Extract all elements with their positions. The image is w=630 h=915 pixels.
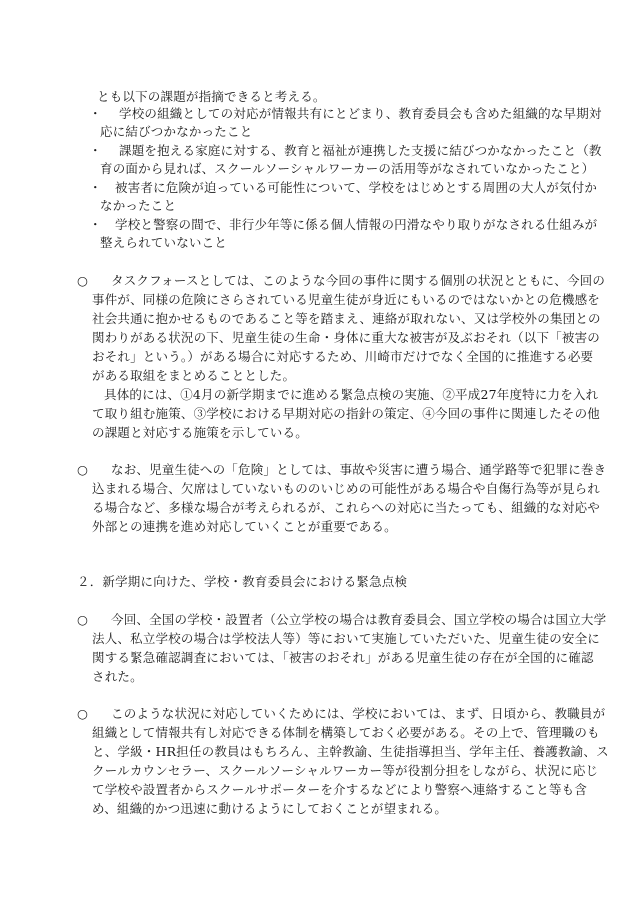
paragraph-line: 関する緊急確認調査においては、「被害のおそれ」がある児童生徒の存在が全国的に確認 — [92, 650, 594, 665]
bullet-marker: ・ — [89, 143, 102, 158]
paragraph-line: クールカウンセラー、スクールソーシャルワーカー等が役割分担をしながら、状況に応じ — [92, 763, 599, 778]
intro-line: とも以下の課題が指摘できると考える。 — [97, 89, 326, 104]
bullet-2-line-2: 育の面から見れば、スクールソーシャルワーカーの活用等がなされていなかったこと） — [100, 161, 595, 176]
paragraph-line: 関わりがある状況の下、児童生徒の生命・身体に重大な被害が及ぶおそれ（以下「被害の — [92, 330, 601, 345]
paragraph-line: 組織として情報共有し対応できる体制を構築しておく必要がある。その上で、管理職のも — [92, 725, 600, 740]
paragraph-line: 事件が、同様の危険にさらされている児童生徒が身近にもいるのではないかとの危機感を — [92, 292, 601, 307]
paragraph-line: の課題と対応する施策を示している。 — [92, 425, 308, 440]
paragraph-line: め、組織的かつ迅速に動けるようにしておくことが望まれる。 — [92, 801, 448, 816]
paragraph-line: がある取組をまとめることとした。 — [92, 368, 296, 383]
paragraph-marker: ○ — [77, 706, 88, 721]
bullet-1-line-1: 学校の組織としての対応が情報共有にとどまり、教育委員会も含めた組織的な早期対 — [119, 106, 602, 121]
bullet-marker: ・ — [89, 180, 102, 195]
paragraph-line: て学校や設置者からスクールサポーターを介するなどにより警察へ連絡すること等も含 — [92, 782, 588, 797]
paragraph-line: 外部との連携を進め対応していくことが重要である。 — [92, 519, 397, 534]
paragraph-line: 今回、全国の学校・設置者（公立学校の場合は教育委員会、国立学校の場合は国立大学 — [111, 612, 607, 627]
paragraph-line: された。 — [92, 669, 143, 684]
paragraph-marker: ○ — [77, 462, 88, 477]
bullet-3-line-1: 被害者に危険が迫っている可能性について、学校をはじめとする周囲の大人が気付か — [115, 180, 598, 195]
paragraph-line: て取り組む施策、③学校における早期対応の指針の策定、④今回の事件に関連したその他 — [92, 406, 601, 421]
paragraph-line: おそれ」という。）がある場合に対応するため、川崎市だけでなく全国的に推進する必要 — [92, 349, 594, 364]
bullet-1-line-2: 応に結びつかなかったこと — [100, 124, 253, 139]
bullet-marker: ・ — [89, 217, 102, 232]
bullet-marker: ・ — [89, 106, 102, 121]
bullet-2-line-1: 課題を抱える家庭に対する、教育と福祉が連携した支援に結びつかなかったこと（教 — [119, 143, 602, 158]
paragraph-line: る場合など、多様な場合が考えられるが、これらへの対応に当たっても、組織的な対応や — [92, 500, 601, 515]
paragraph-line: と、学級・HR担任の教員はもちろん、主幹教諭、生徒指導担当、学年主任、養護教諭、ス — [92, 744, 609, 759]
paragraph-line: 込まれる場合、欠席はしていないもののいじめの可能性がある場合や自傷行為等が見られ — [92, 481, 601, 496]
paragraph-line: タスクフォースとしては、このような今回の事件に関する個別の状況とともに、今回の — [111, 273, 606, 288]
bullet-4-line-2: 整えられていないこと — [100, 235, 228, 250]
paragraph-line: このような状況に対応していくためには、学校においては、まず、日頃から、教職員が — [111, 706, 606, 721]
paragraph-marker: ○ — [77, 612, 88, 627]
paragraph-line: 法人、私立学校の場合は学校法人等）等において実施していただいた、児童生徒の安全に — [92, 631, 601, 646]
bullet-3-line-2: なかったこと — [100, 198, 177, 213]
paragraph-line: 具体的には、①4月の新学期までに進める緊急点検の実施、②平成27年度特に力を入れ — [104, 387, 599, 402]
section-heading: ２．新学期に向けた、学校・教育委員会における緊急点検 — [77, 574, 408, 589]
paragraph-line: なお、児童生徒への「危険」としては、事故や災害に遭う場合、通学路等で犯罪に巻き — [111, 462, 607, 477]
bullet-4-line-1: 学校と警察の間で、非行少年等に係る個人情報の円滑なやり取りがなされる仕組みが — [115, 217, 598, 232]
paragraph-line: 社会共通に抱かせるものであること等を踏まえ、連絡が取れない、又は学校外の集団との — [92, 311, 601, 326]
paragraph-marker: ○ — [77, 273, 88, 288]
